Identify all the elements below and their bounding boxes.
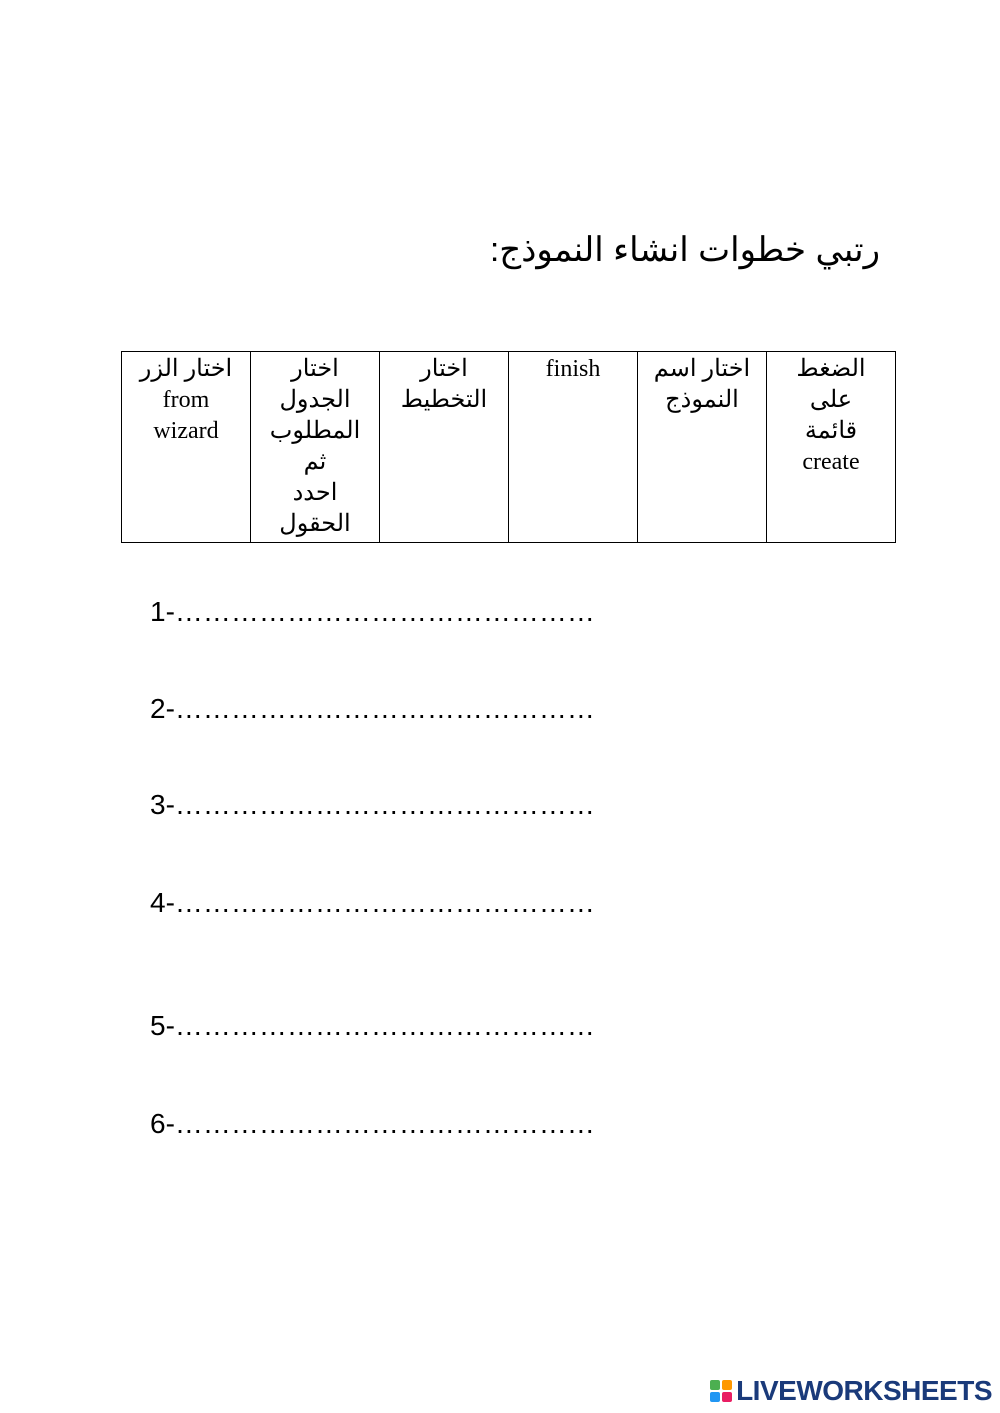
answer-line-3[interactable]: 3-……………………………………… — [150, 789, 595, 820]
step-cell-text: الضغط على قائمة create — [796, 356, 866, 475]
step-cell-2[interactable] — [251, 352, 380, 543]
steps-table — [121, 351, 896, 543]
answer-line-1[interactable]: 1-……………………………………… — [150, 596, 595, 627]
logo-block — [722, 1380, 732, 1390]
answer-line-5[interactable]: 5-……………………………………… — [150, 1010, 595, 1041]
worksheet-title: رتبي خطوات انشاء النموذج: — [489, 231, 880, 269]
logo-block — [722, 1392, 732, 1402]
step-cell-1[interactable] — [122, 352, 251, 543]
logo-block — [710, 1380, 720, 1390]
step-cell-text: finish — [545, 356, 601, 382]
step-cell-text: اختار اسم النموذج — [653, 356, 751, 413]
step-cell-text: اختار الزر from wizard — [139, 356, 233, 444]
liveworksheets-logo-icon — [710, 1380, 732, 1402]
logo-text: LIVEWORKSHEETS — [736, 1375, 992, 1406]
step-cell-text: اختار التخطيط — [400, 356, 488, 413]
logo-block — [710, 1392, 720, 1402]
answer-line-4[interactable]: 4-……………………………………… — [150, 887, 595, 918]
answer-line-2[interactable]: 2-……………………………………… — [150, 693, 595, 724]
step-cell-text: اختار الجدول المطلوب ثم احدد الحقول — [269, 356, 361, 537]
steps-table-row — [122, 352, 896, 543]
step-cell-3[interactable] — [380, 352, 509, 543]
step-cell-5[interactable] — [638, 352, 767, 543]
answer-line-6[interactable]: 6-……………………………………… — [150, 1108, 595, 1139]
step-cell-6[interactable] — [767, 352, 896, 543]
liveworksheets-logo[interactable] — [710, 1375, 992, 1407]
step-cell-4[interactable] — [509, 352, 638, 543]
